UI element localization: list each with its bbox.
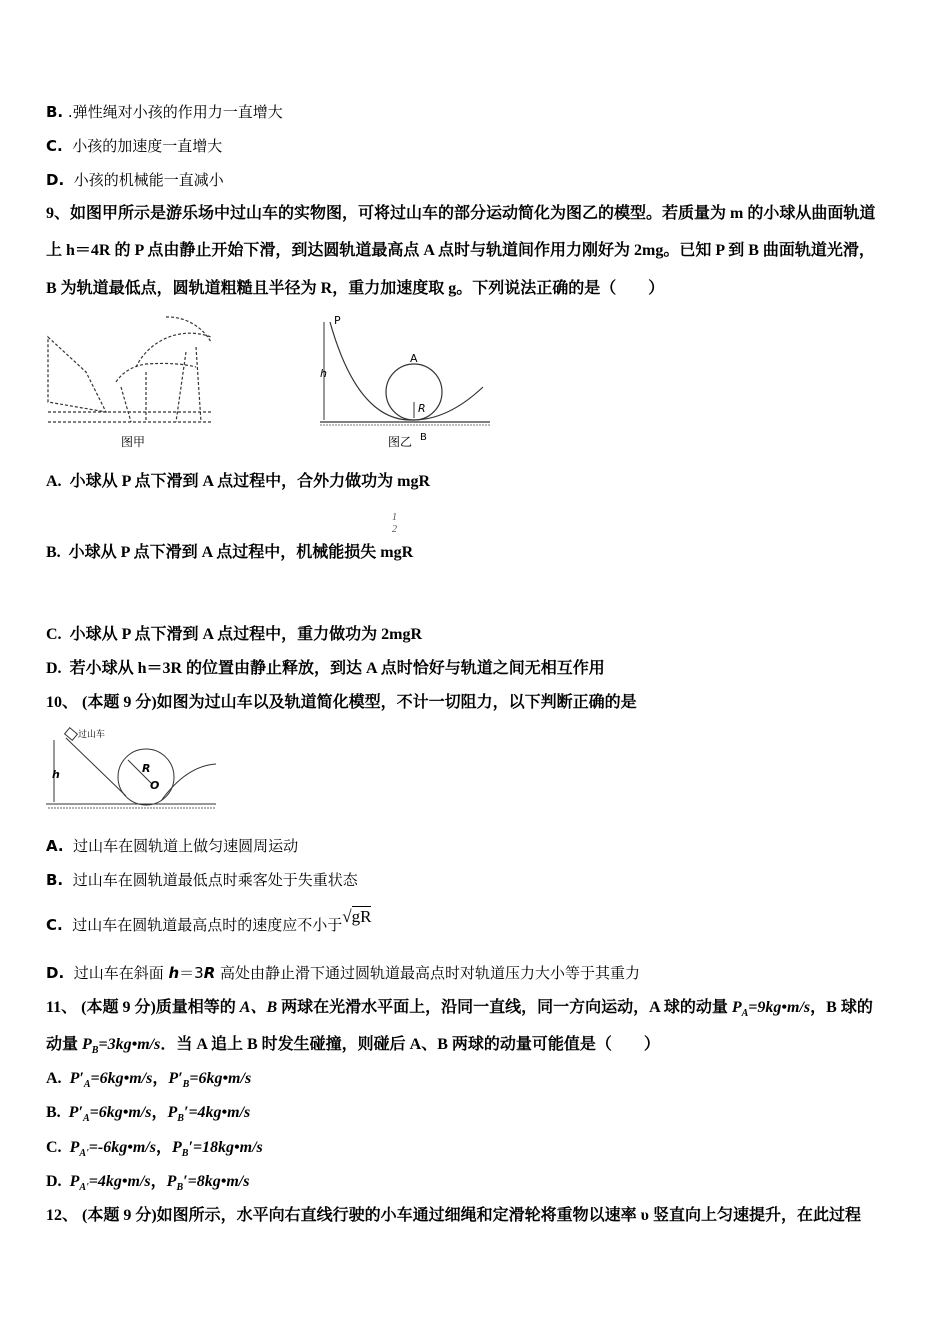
q9-option-c: C. 小球从 P 点下滑到 A 点过程中，重力做功为 2mgR — [46, 626, 423, 643]
q10-option-b: B. 过山车在圆轨道最低点时乘客处于失重状态 — [46, 871, 358, 889]
roller-coaster-photo-figure — [46, 312, 216, 452]
fraction-one-half: 1 2 — [392, 512, 397, 535]
figure-caption-jia: 图甲 — [121, 435, 146, 449]
q8-option-b: B. .弹性绳对小孩的作用力一直增大 — [46, 103, 283, 121]
label-o: O — [150, 779, 160, 792]
label-a: A — [410, 352, 418, 365]
q9-option-d: D. 若小球从 h＝3R 的位置由静止释放，到达 A 点时恰好与轨道之间无相互作用 — [46, 660, 605, 677]
label-h: h — [52, 768, 60, 781]
q10-track-figure — [46, 726, 221, 811]
label-coaster: 过山车 — [78, 730, 106, 740]
q9-option-a: A. 小球从 P 点下滑到 A 点过程中，合外力做功为 mgR — [46, 473, 431, 490]
q11-option-c: C. $P_{A'}=-6kg•m/s$，$P_B'=18kg•m/s$ — [46, 1139, 263, 1160]
label-h: h — [320, 367, 327, 380]
q10-stem: 10、 (本题 9 分)如图为过山车以及轨道简化模型，不计一切阻力，以下判断正确的是 — [46, 694, 637, 711]
q8-option-c: C. 小孩的加速度一直增大 — [46, 137, 223, 155]
q11-stem-line2: 动量 $P_B=3kg•m/s$．当 A 追上 B 时发生碰撞，则碰后 A、B 两球的动量可能值是（ ） — [46, 1036, 660, 1057]
q10-option-a: A. 过山车在圆轨道上做匀速圆周运动 — [46, 837, 299, 855]
q9-stem-line: 9、如图甲所示是游乐场中过山车的实物图，可将过山车的部分运动简化为图乙的模型。若质量为 m 的小球从曲面轨道 — [46, 205, 876, 222]
q10-option-d: D. 过山车在斜面 h＝3R 高处由静止滑下通过圆轨道最高点时对轨道压力大小等于其重力 — [46, 964, 641, 982]
q11-option-d: D. $P_{A'}=4kg•m/s$，$P_B'=8kg•m/s$ — [46, 1173, 250, 1194]
label-r: R — [142, 762, 151, 775]
q12-stem: 12、 (本题 9 分)如图所示，水平向右直线行驶的小车通过细绳和定滑轮将重物以速率 υ 竖直向上匀速提升，在此过程 — [46, 1207, 861, 1224]
q9-stem-line: B 为轨道最低点，圆轨道粗糙且半径为 R，重力加速度取 g。下列说法正确的是（ ） — [46, 280, 665, 297]
q11-option-a: A. $P'_A=6kg•m/s$，$P'_B=6kg•m/s$ — [46, 1070, 252, 1091]
q11-stem-line1: 11、 (本题 9 分)质量相等的 A、B 两球在光滑水平面上，沿同一直线，同一方向运动，A 球的动量 $P_A=9kg•m/s$，B 球的 — [46, 999, 873, 1020]
q11-option-b: B. $P'_A=6kg•m/s$，$P_B'=4kg•m/s$ — [46, 1104, 251, 1125]
q9-option-b: B. 小球从 P 点下滑到 A 点过程中，机械能损失 mgR — [46, 544, 414, 561]
figure-caption-yi: 图乙 — [388, 435, 413, 449]
q9-stem-line: 上 h＝4R 的 P 点由静止开始下滑，到达圆轨道最高点 A 点时与轨道间作用力刚好为 2mg。已知 P 到 B 曲面轨道光滑， — [46, 242, 875, 259]
q10-option-c: C. 过山车在圆轨道最高点时的速度应不小于√gR — [46, 907, 372, 934]
track-model-figure — [318, 312, 493, 452]
label-b: B — [420, 432, 427, 443]
q8-option-d: D. 小孩的机械能一直减小 — [46, 171, 224, 189]
label-r: R — [418, 402, 426, 415]
label-p: P — [334, 314, 341, 327]
